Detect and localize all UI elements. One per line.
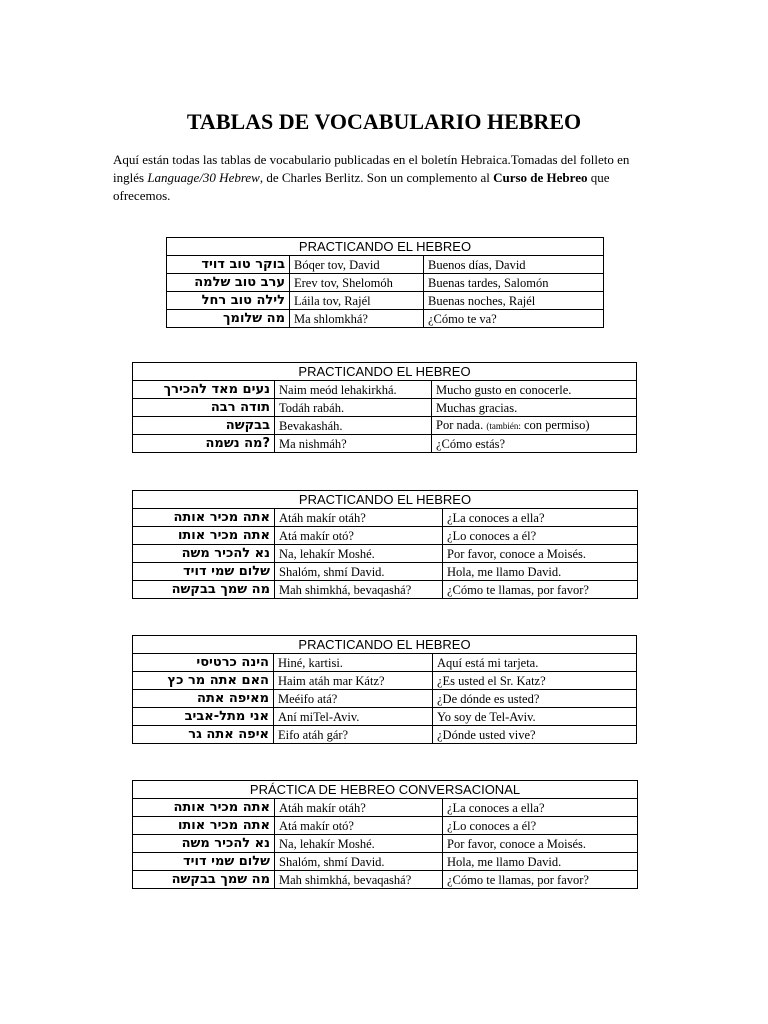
hebrew-cell: שלום שמי דויד xyxy=(133,853,275,871)
hebrew-cell: האם אתה מר כץ xyxy=(133,672,274,690)
table-row xyxy=(133,672,637,690)
transliteration-cell: Na, lehakír Moshé. xyxy=(275,835,443,853)
table-row xyxy=(133,545,638,563)
page-title: TABLAS DE VOCABULARIO HEBREO xyxy=(186,109,582,134)
spanish-cell: Muchas gracias. xyxy=(432,399,637,417)
spanish-cell: ¿La conoces a ella? xyxy=(443,799,638,817)
spanish-cell xyxy=(432,417,637,435)
transliteration-cell: Atá makír otó? xyxy=(275,527,443,545)
transliteration-cell: Haim atáh mar Kátz? xyxy=(274,672,433,690)
table-row xyxy=(133,799,638,817)
table-row xyxy=(167,292,604,310)
hebrew-cell: נא להכיר משה xyxy=(133,835,275,853)
table-row xyxy=(133,871,638,889)
transliteration-cell: Meéifo atá? xyxy=(274,690,433,708)
hebrew-cell: אני מתל-אביב xyxy=(133,708,274,726)
table-row xyxy=(133,853,638,871)
table-caption: PRACTICANDO EL HEBREO xyxy=(133,636,637,654)
vocab-table-5 xyxy=(132,780,638,889)
transliteration-cell: Bóqer tov, David xyxy=(290,256,424,274)
transliteration-cell: Atáh makír otáh? xyxy=(275,799,443,817)
spanish-cell: ¿La conoces a ella? xyxy=(443,509,638,527)
transliteration-cell: Ma shlomkhá? xyxy=(290,310,424,328)
spanish-cell: Buenos días, David xyxy=(424,256,604,274)
intro-text-1: Aquí están todas las tablas de vocabulario publicadas en el boletín Hebraica.Tomadas del folleto en inglés xyxy=(113,152,630,185)
transliteration-cell: Eifo atáh gár? xyxy=(274,726,433,744)
transliteration-cell: Mah shimkhá, bevaqashá? xyxy=(275,581,443,599)
hebrew-cell: שלום שמי דויד xyxy=(133,563,275,581)
spanish-cell: ¿Cómo estás? xyxy=(432,435,637,453)
vocab-table-4 xyxy=(132,635,637,744)
table-row xyxy=(133,817,638,835)
spanish-cell: ¿Lo conoces a él? xyxy=(443,817,638,835)
hebrew-cell: מה שמך בבקשה xyxy=(133,581,275,599)
spanish-cell: ¿Lo conoces a él? xyxy=(443,527,638,545)
spanish-cell: Por favor, conoce a Moisés. xyxy=(443,835,638,853)
spanish-text-continued: con permiso) xyxy=(520,418,590,432)
table-caption: PRACTICANDO EL HEBREO xyxy=(133,491,638,509)
hebrew-cell: אתה מכיר אותה xyxy=(133,799,275,817)
table-row xyxy=(133,654,637,672)
table-row xyxy=(167,274,604,292)
transliteration-cell: Shalóm, shmí David. xyxy=(275,853,443,871)
spanish-text: Por nada. xyxy=(436,418,484,432)
table-caption: PRÁCTICA DE HEBREO CONVERSACIONAL xyxy=(133,781,638,799)
spanish-cell: Hola, me llamo David. xyxy=(443,853,638,871)
hebrew-cell: נא להכיר משה xyxy=(133,545,275,563)
note-text: (también: xyxy=(486,421,521,431)
spanish-cell: ¿Cómo te llamas, por favor? xyxy=(443,871,638,889)
transliteration-cell: Erev tov, Shelomóh xyxy=(290,274,424,292)
spanish-cell: Mucho gusto en conocerle. xyxy=(432,381,637,399)
vocab-table-2 xyxy=(132,362,637,453)
hebrew-cell: אתה מכיר אותה xyxy=(133,509,275,527)
hebrew-cell: מה שלומך xyxy=(167,310,290,328)
transliteration-cell: Atá makír otó? xyxy=(275,817,443,835)
hebrew-cell: בוקר טוב דויד xyxy=(167,256,290,274)
table-row xyxy=(133,581,638,599)
transliteration-cell: Todáh rabáh. xyxy=(275,399,432,417)
spanish-cell: Buenas noches, Rajél xyxy=(424,292,604,310)
table-row xyxy=(167,310,604,328)
hebrew-cell: אתה מכיר אותו xyxy=(133,527,275,545)
hebrew-cell: תודה רבה xyxy=(133,399,275,417)
table-row xyxy=(133,690,637,708)
spanish-cell: ¿Cómo te va? xyxy=(424,310,604,328)
spanish-cell: Buenas tardes, Salomón xyxy=(424,274,604,292)
spanish-cell: ¿Dónde usted vive? xyxy=(433,726,637,744)
hebrew-cell: ערב טוב שלמה xyxy=(167,274,290,292)
intro-paragraph xyxy=(113,151,658,205)
hebrew-cell: אתה מכיר אותו xyxy=(133,817,275,835)
transliteration-cell: Aní miTel-Aviv. xyxy=(274,708,433,726)
transliteration-cell: Atáh makír otáh? xyxy=(275,509,443,527)
transliteration-cell: Mah shimkhá, bevaqashá? xyxy=(275,871,443,889)
spanish-cell: Por favor, conoce a Moisés. xyxy=(443,545,638,563)
hebrew-cell: לילה טוב רחל xyxy=(167,292,290,310)
spanish-cell: ¿Es usted el Sr. Katz? xyxy=(433,672,637,690)
hebrew-cell: מאיפה אתה xyxy=(133,690,274,708)
course-name: Curso de Hebreo xyxy=(493,170,588,185)
hebrew-cell: מה שמך בבקשה xyxy=(133,871,275,889)
table-row xyxy=(133,708,637,726)
spanish-cell: Aquí está mi tarjeta. xyxy=(433,654,637,672)
transliteration-cell: Láila tov, Rajél xyxy=(290,292,424,310)
vocab-table-1 xyxy=(166,237,604,328)
table-row xyxy=(133,563,638,581)
transliteration-cell: Ma nishmáh? xyxy=(275,435,432,453)
vocab-table-3 xyxy=(132,490,638,599)
table-row xyxy=(133,726,637,744)
intro-text-2: , de Charles Berlitz. Son un complemento al xyxy=(259,170,494,185)
hebrew-cell: ?מה נשמה xyxy=(133,435,275,453)
spanish-cell: Yo soy de Tel-Aviv. xyxy=(433,708,637,726)
table-row xyxy=(133,435,637,453)
hebrew-cell: נעים מאד להכירך xyxy=(133,381,275,399)
table-row xyxy=(133,835,638,853)
spanish-cell: ¿De dónde es usted? xyxy=(433,690,637,708)
intro-text-3: que ofrecemos. xyxy=(113,170,610,203)
transliteration-cell: Bevakasháh. xyxy=(275,417,432,435)
transliteration-cell: Hiné, kartisi. xyxy=(274,654,433,672)
table-row xyxy=(133,399,637,417)
table-row xyxy=(167,256,604,274)
spanish-cell: ¿Cómo te llamas, por favor? xyxy=(443,581,638,599)
table-row xyxy=(133,527,638,545)
hebrew-cell: בבקשה xyxy=(133,417,275,435)
transliteration-cell: Na, lehakír Moshé. xyxy=(275,545,443,563)
hebrew-cell: הינה כרטיסי xyxy=(133,654,274,672)
table-row xyxy=(133,509,638,527)
table-caption: PRACTICANDO EL HEBREO xyxy=(167,238,604,256)
spanish-cell: Hola, me llamo David. xyxy=(443,563,638,581)
table-caption: PRACTICANDO EL HEBREO xyxy=(133,363,637,381)
table-row xyxy=(133,417,637,435)
book-title: Language/30 Hebrew xyxy=(147,170,260,185)
transliteration-cell: Shalóm, shmí David. xyxy=(275,563,443,581)
hebrew-cell: איפה אתה גר xyxy=(133,726,274,744)
table-row xyxy=(133,381,637,399)
transliteration-cell: Naim meód lehakirkhá. xyxy=(275,381,432,399)
